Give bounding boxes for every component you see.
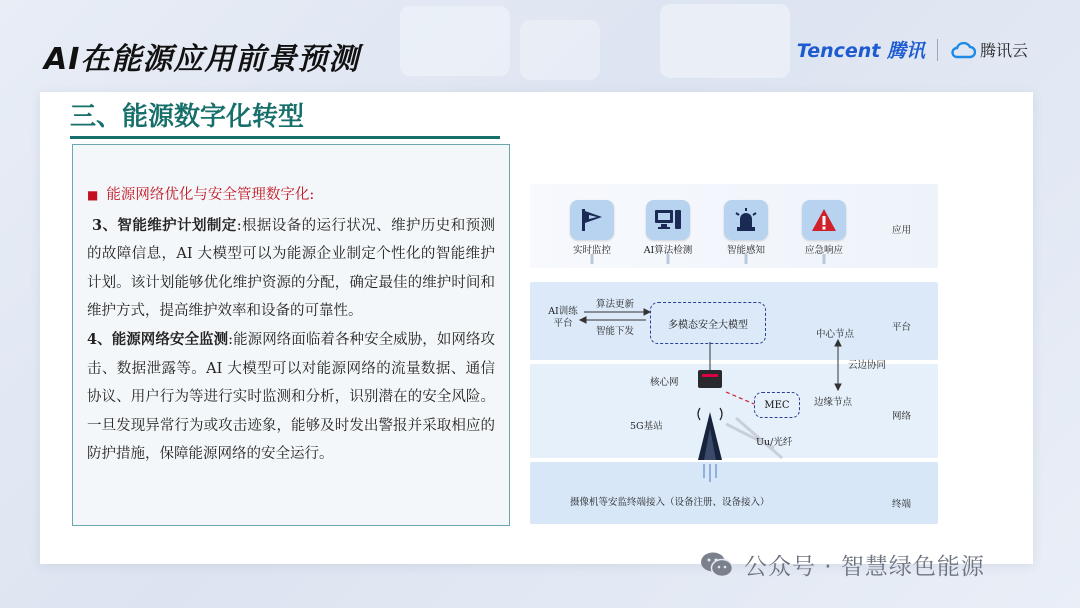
wechat-watermark [700,548,985,581]
heading-text: 能源网络优化与安全管理数字化: [106,187,315,203]
slide-title: AI在能源应用前景预测 [44,42,360,77]
content-heading [87,181,495,210]
square-bullet-icon: ■ [87,188,99,202]
app-label: 应急响应 [804,245,843,256]
watermark-text: 公众号 · 智慧绿色能源 [744,554,985,580]
logo-bar [797,36,1028,63]
mec-label: MEC [764,399,790,411]
algorithm-update-label: 算法更新 [596,299,635,310]
layer-label-platform: 平台 [892,322,912,333]
alarm-light-icon [724,200,768,240]
text-panel [72,144,510,526]
cloud-edge-arrow [835,340,841,390]
paragraph-item-3 [87,212,495,326]
smart-dispatch-label: 智能下发 [596,326,635,337]
logo-divider [937,39,938,61]
core-to-mec-dash [726,392,754,404]
item3-title: 3、智能维护计划制定 [92,216,237,234]
core-network-label: 核心网 [650,377,679,388]
background-decoration [660,4,790,78]
item4-text: :能源网络面临着各种安全威胁，如网络攻击、数据泄露等。AI 大模型可以对能源网络的流量数据、通信协议、用户行为等进行实时监测和分析，识别潜在的安全风险。一旦发现异常行为或攻击迹象，能够及时发出警报并采取相应的防护措施，保障能源网络的安全运行。 [87,331,495,463]
cloud-icon [950,41,976,59]
background-decoration [520,20,600,80]
terminal-access-label: 摄像机等安监终端接入（设备注册、设备接入） [570,497,770,508]
item4-title: 4、能源网络安全监测 [87,330,229,348]
item3-text: :根据设备的运行状况、维护历史和预测的故障信息，AI 大模型可以为能源企业制定个性化的智能维护计划。该计划能够优化维护资源的分配，确定最佳的维护时间和维护方式，提高维护效率和设备的可靠性。 [87,217,496,320]
app-label: 实时监控 [572,245,611,256]
app-item-ai-detection [637,200,699,256]
section-title: 三、能源数字化转型 [70,102,305,132]
app-down-stubs [592,254,824,264]
cloud-edge-label: 云边协同 [848,360,887,371]
wechat-icon [700,551,734,579]
app-item-smart-sensing [715,200,777,256]
computer-icon [646,200,690,240]
app-item-realtime-monitor [561,200,623,256]
architecture-diagram [526,182,942,528]
algo-arrows [580,309,650,323]
base-station-tower-icon [698,408,722,460]
edge-node-label: 边缘节点 [814,397,853,408]
paragraph-item-4 [87,326,495,469]
base-station-label: 5G基站 [630,421,663,432]
app-label: AI算法检测 [643,245,693,256]
app-label: 智能感知 [726,245,765,256]
layer-label-application: 应用 [892,225,912,236]
layer-label-terminal: 终端 [892,499,912,510]
cloud-logo-text: 腾讯云 [979,41,1028,60]
multimodal-model-label: 多模态安全大模型 [668,319,748,331]
terminal-up-arrows [704,464,716,482]
ai-training-platform: AI训练平台 [548,306,578,329]
multimodal-model-box [650,302,766,344]
mec-box [754,392,800,418]
layer-label-network: 网络 [892,411,912,422]
app-item-emergency-response [793,200,855,256]
core-network-device-icon [698,370,722,388]
uu-fiber-label: Uu/光纤 [756,437,793,448]
section-underline [70,136,500,139]
tencent-cloud-logo [950,38,1028,61]
tencent-logo: Tencent 腾讯 [796,40,925,62]
center-node-label: 中心节点 [816,329,855,340]
monitor-flag-icon [570,200,614,240]
warning-icon [802,200,846,240]
background-decoration [400,6,510,76]
